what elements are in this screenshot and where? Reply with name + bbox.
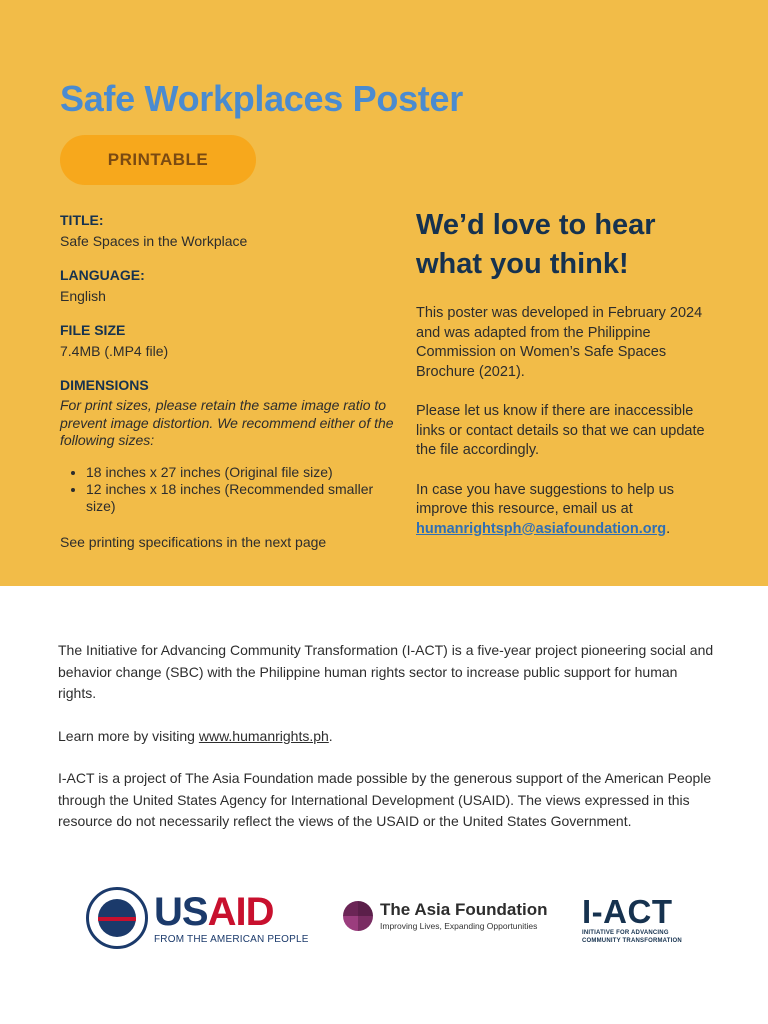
usaid-wordmark-aid: AID bbox=[207, 889, 274, 934]
iact-wordmark: I-ACT bbox=[582, 893, 673, 930]
dimensions-label: DIMENSIONS bbox=[60, 377, 149, 393]
about-paragraph-1: The Initiative for Advancing Community Transformation (I-ACT) is a five-year project pioneering social and behavior change (SBC) with the Philippine human rights sector to increase public support for human rights. bbox=[58, 642, 714, 701]
asia-foundation-mark-icon bbox=[343, 901, 373, 931]
file-details bbox=[60, 211, 400, 552]
feedback-paragraph-1: This poster was developed in February 2024 and was adapted from the Philippine Commission on Women’s Safe Spaces Brochure (2021). bbox=[416, 305, 703, 380]
language-group bbox=[60, 266, 400, 306]
feedback-heading: We’d love to hear what you think! bbox=[416, 209, 656, 280]
see-specs-text: See printing specifications in the next page bbox=[60, 533, 327, 550]
feedback-paragraph-3-text: In case you have suggestions to help us improve this resource, email us at bbox=[416, 481, 674, 517]
about-paragraph-2-end: . bbox=[328, 727, 333, 744]
title-group bbox=[60, 211, 400, 251]
iact-tagline bbox=[582, 930, 682, 945]
printable-badge: PRINTABLE bbox=[60, 135, 256, 185]
size-item: • 12 inches x 18 inches (Recommended smaller size) bbox=[86, 481, 400, 515]
about-paragraph-2-text: Learn more by visiting bbox=[58, 727, 195, 744]
feedback-section bbox=[416, 206, 726, 539]
asia-foundation-name: The Asia Foundation bbox=[380, 900, 548, 919]
page-title: Safe Workplaces Poster bbox=[60, 78, 463, 119]
asia-foundation-tagline: Improving Lives, Expanding Opportunities bbox=[380, 921, 538, 931]
iact-logo bbox=[582, 893, 682, 945]
partner-logos bbox=[0, 880, 768, 960]
title-value: Safe Spaces in the Workplace bbox=[60, 233, 248, 249]
dimensions-note: For print sizes, please retain the same image ratio to prevent image distortion. We recommend either of the following sizes: bbox=[60, 397, 394, 448]
feedback-paragraph-2: Please let us know if there are inaccessible links or contact details so that we can update the file accordingly. bbox=[416, 403, 705, 458]
sizes-list bbox=[60, 464, 400, 515]
title-label: TITLE: bbox=[60, 212, 104, 228]
iact-tagline-line-2: COMMUNITY TRANSFORMATION bbox=[582, 937, 682, 944]
feedback-paragraph-3-end: . bbox=[666, 520, 671, 537]
usaid-seal-icon bbox=[86, 887, 148, 949]
language-label: LANGUAGE: bbox=[60, 267, 145, 283]
about-section bbox=[58, 640, 718, 833]
about-paragraph-2 bbox=[58, 726, 718, 748]
feedback-paragraph-3 bbox=[416, 481, 726, 540]
usaid-wordmark-us: US bbox=[154, 889, 208, 934]
filesize-value: 7.4MB (.MP4 file) bbox=[60, 343, 169, 359]
iact-tagline-line-1: INITIATIVE FOR ADVANCING bbox=[582, 930, 669, 936]
filesize-group bbox=[60, 321, 400, 361]
asia-foundation-logo bbox=[343, 900, 547, 931]
email-link[interactable]: humanrightsph@asiafoundation.org bbox=[416, 520, 667, 537]
usaid-logo bbox=[86, 886, 309, 950]
size-item: • 18 inches x 27 inches (Original file size) bbox=[86, 464, 400, 481]
website-link[interactable]: www.humanrights.ph bbox=[198, 727, 329, 744]
filesize-label: FILE SIZE bbox=[60, 322, 126, 338]
language-value: English bbox=[60, 288, 106, 304]
about-paragraph-3: I-ACT is a project of The Asia Foundation made possible by the generous support of the American People through the United States Agency for International Development (USAID). The views expressed in this resource do not necessarily reflect the views of the USAID or the United States Government. bbox=[58, 770, 712, 829]
usaid-wordmark bbox=[154, 889, 309, 934]
usaid-tagline: FROM THE AMERICAN PEOPLE bbox=[154, 933, 309, 945]
dimensions-group bbox=[60, 376, 400, 552]
